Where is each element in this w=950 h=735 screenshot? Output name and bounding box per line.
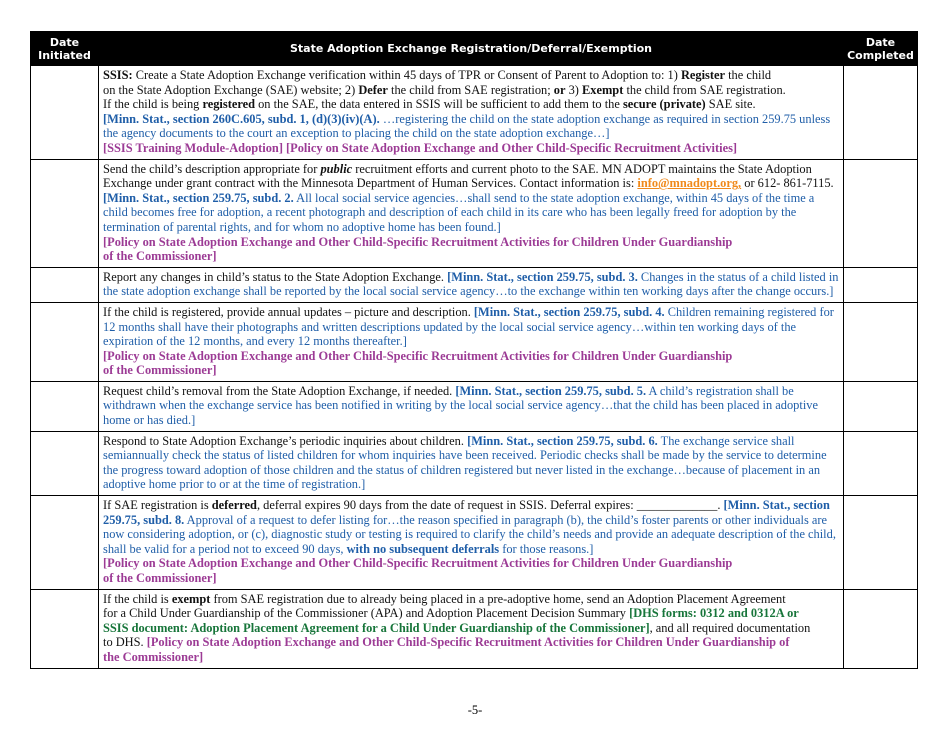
date-completed-cell[interactable] [844, 159, 918, 267]
bold-text: Defer [358, 82, 388, 97]
text: on the SAE, the data entered in SSIS will be sufficient to add them to the [254, 97, 623, 112]
emphasis-text: public [320, 161, 353, 176]
table-row [31, 496, 918, 590]
text: , deferral expires 90 days from the date of request in SSIS. Deferral expires: _____________. [256, 498, 724, 513]
citation-reference: [Minn. Stat., section 259.75, subd. 8. [103, 498, 830, 527]
policy-reference: [Policy on State Adoption Exchange and Other Child-Specific Recruitment Activities for Children Under Guardianship [103, 234, 733, 249]
date-completed-cell[interactable] [844, 381, 918, 431]
title-header: State Adoption Exchange Registration/Deferral/Exemption [99, 32, 844, 66]
forms-reference: SSIS document: Adoption Placement Agreement for a Child Under Guardianship of the Commissioner] [103, 620, 650, 635]
sae-checklist-table [30, 31, 918, 669]
requirement-cell [99, 267, 844, 302]
text: SAE site. [705, 97, 756, 112]
bold-text: or [553, 82, 566, 97]
date-initiated-cell[interactable] [31, 496, 99, 590]
table-row [31, 159, 918, 267]
date-initiated-cell[interactable] [31, 302, 99, 381]
citation-text: Children remaining registered for 12 months shall have their photographs and written descriptions updated by the local social service agency…within ten working days of the expiration of the 12 months, and every 12 months thereafter.] [103, 304, 834, 349]
text: Report any changes in child’s status to the State Adoption Exchange. [103, 269, 448, 284]
policy-reference: of the Commissioner] [103, 363, 217, 378]
text: or 612- 861-7115. [741, 176, 834, 191]
date-completed-cell[interactable] [844, 302, 918, 381]
text: for a Child Under Guardianship of the Commissioner (APA) and Adoption Placement Decision Summary [103, 606, 630, 621]
text: If the child is [103, 591, 172, 606]
table-row [31, 302, 918, 381]
citation-reference: [Minn. Stat., section 260C.605, subd. 1, (d)(3)(iv)(A). [103, 111, 380, 126]
email-link[interactable]: info@mnadopt.org, [637, 176, 742, 191]
citation-reference: [Minn. Stat., section 259.75, subd. 3. [447, 269, 638, 284]
policy-reference: the Commissioner] [103, 649, 204, 664]
citation-text: A child’s registration shall be withdrawn when the exchange service has been notified in writing by the local social service agency…that the child has been placed in adoptive home or has died.] [103, 383, 818, 428]
requirement-cell [99, 431, 844, 495]
requirement-cell [99, 66, 844, 160]
policy-reference: of the Commissioner] [103, 571, 217, 585]
date-initiated-cell[interactable] [31, 267, 99, 302]
forms-reference: [DHS forms: 0312 and 0312A or [629, 606, 799, 621]
table-row [31, 381, 918, 431]
text: to DHS. [103, 635, 147, 650]
text: the child [724, 68, 772, 82]
table-row [31, 431, 918, 495]
date-initiated-header: Date Initiated [31, 32, 99, 66]
bold-text: SSIS: [103, 68, 133, 82]
requirement-cell [99, 496, 844, 590]
bold-text: deferred [211, 498, 257, 513]
date-completed-cell[interactable] [844, 66, 918, 160]
citation-reference: [Minn. Stat., section 259.75, subd. 2. [103, 190, 294, 205]
date-completed-cell[interactable] [844, 589, 918, 668]
text: Request child’s removal from the State Adoption Exchange, if needed. [103, 383, 456, 398]
text: , and all required documentation [649, 620, 811, 635]
date-completed-header: Date Completed [844, 32, 918, 66]
citation-text: All local social service agencies…shall send to the state adoption exchange, within 45 days of the time a child becomes free for adoption, a recent photograph and description of each child in its care who has been legally freed for adoption by the termination of parental rights, and for whom no adoptive home has been found.] [103, 190, 815, 234]
citation-text: …registering the child on the state adoption exchange as required in section 259.75 unless the agency documents to the court an exception to placing the child on the state adoption exchange…] [103, 111, 831, 141]
bold-text: secure (private) [622, 97, 706, 112]
bold-text: exempt [171, 591, 211, 606]
policy-reference: of the Commissioner] [103, 249, 217, 264]
header-row [31, 32, 918, 66]
requirement-cell [99, 381, 844, 431]
text: Respond to State Adoption Exchange’s periodic inquiries about children. [103, 433, 468, 448]
date-completed-cell[interactable] [844, 267, 918, 302]
requirement-cell [99, 302, 844, 381]
text: the child from SAE registration; [387, 82, 554, 97]
text: the child from SAE registration. [623, 82, 786, 97]
text: from SAE registration due to already being placed in a pre-adoptive home, send an Adoption Placement Agreement [210, 591, 786, 606]
citation-reference: with no subsequent deferrals [346, 541, 500, 556]
policy-reference: [Policy on State Adoption Exchange and Other Child-Specific Recruitment Activities for Children Under Guardianship [103, 348, 733, 363]
policy-reference: [Policy on State Adoption Exchange and Other Child-Specific Recruitment Activities for Children Under Guardianship of [146, 635, 790, 650]
text: 3) [565, 82, 583, 97]
text: If the child is registered, provide annual updates – picture and description. [103, 304, 474, 319]
date-initiated-cell[interactable] [31, 589, 99, 668]
date-completed-cell[interactable] [844, 431, 918, 495]
citation-text: The exchange service shall semiannually check the status of listed children for whom inquiries have been received. Periodic checks shall be made by the service to determine the progress toward adoption of those children and the status of children registered but never listed in the exchange…because of placement in an adoptive home prior to or at the time of registration.] [103, 433, 827, 492]
text: on the State Adoption Exchange (SAE) website; 2) [103, 82, 359, 97]
requirement-cell [99, 589, 844, 668]
text: recruitment efforts and current photo to the SAE. MN ADOPT maintains the State Adoption Exchange under grant contract with the Minnesota Department of Human Services. Contact information is: [103, 161, 812, 191]
date-initiated-cell[interactable] [31, 381, 99, 431]
date-initiated-cell[interactable] [31, 159, 99, 267]
citation-text: Approval of a request to defer listing for…the reason specified in paragraph (b), the child’s foster parents or other individuals are now considering adoption, or (c), diagnostic study or testing is required to clarify the child’s needs and provide an adequate description of the child, shall be valid for a period not to exceed 90 days, [103, 512, 836, 556]
page-number: -5- [467, 703, 483, 717]
date-initiated-cell[interactable] [31, 431, 99, 495]
policy-reference: [Policy on State Adoption Exchange and Other Child-Specific Recruitment Activities for Children Under Guardianship [103, 556, 733, 571]
text: Send the child’s description appropriate for [103, 161, 321, 176]
table-row [31, 267, 918, 302]
requirement-cell [99, 159, 844, 267]
table-row [31, 66, 918, 160]
text: If SAE registration is [103, 498, 212, 513]
citation-reference: [Minn. Stat., section 259.75, subd. 5. [455, 383, 647, 398]
date-completed-cell[interactable] [844, 496, 918, 590]
text: Create a State Adoption Exchange verification within 45 days of TPR or Consent of Parent to Adoption to: 1) [132, 68, 681, 82]
policy-reference: [SSIS Training Module-Adoption] [Policy on State Adoption Exchange and Other Child-Specific Recruitment Activities] [103, 140, 738, 155]
text: If the child is being [103, 97, 203, 112]
bold-text: Register [680, 68, 725, 82]
citation-text: for those reasons.] [499, 541, 594, 556]
citation-reference: [Minn. Stat., section 259.75, subd. 4. [473, 304, 665, 319]
date-initiated-cell[interactable] [31, 66, 99, 160]
citation-text: Changes in the status of a child listed in the state adoption exchange shall be reported by the local social service agency…to the exchange within ten working days after the change occurs.] [103, 269, 839, 299]
table-row [31, 589, 918, 668]
bold-text: registered [202, 97, 255, 112]
citation-reference: [Minn. Stat., section 259.75, subd. 6. [467, 433, 658, 448]
bold-text: Exempt [582, 82, 624, 97]
